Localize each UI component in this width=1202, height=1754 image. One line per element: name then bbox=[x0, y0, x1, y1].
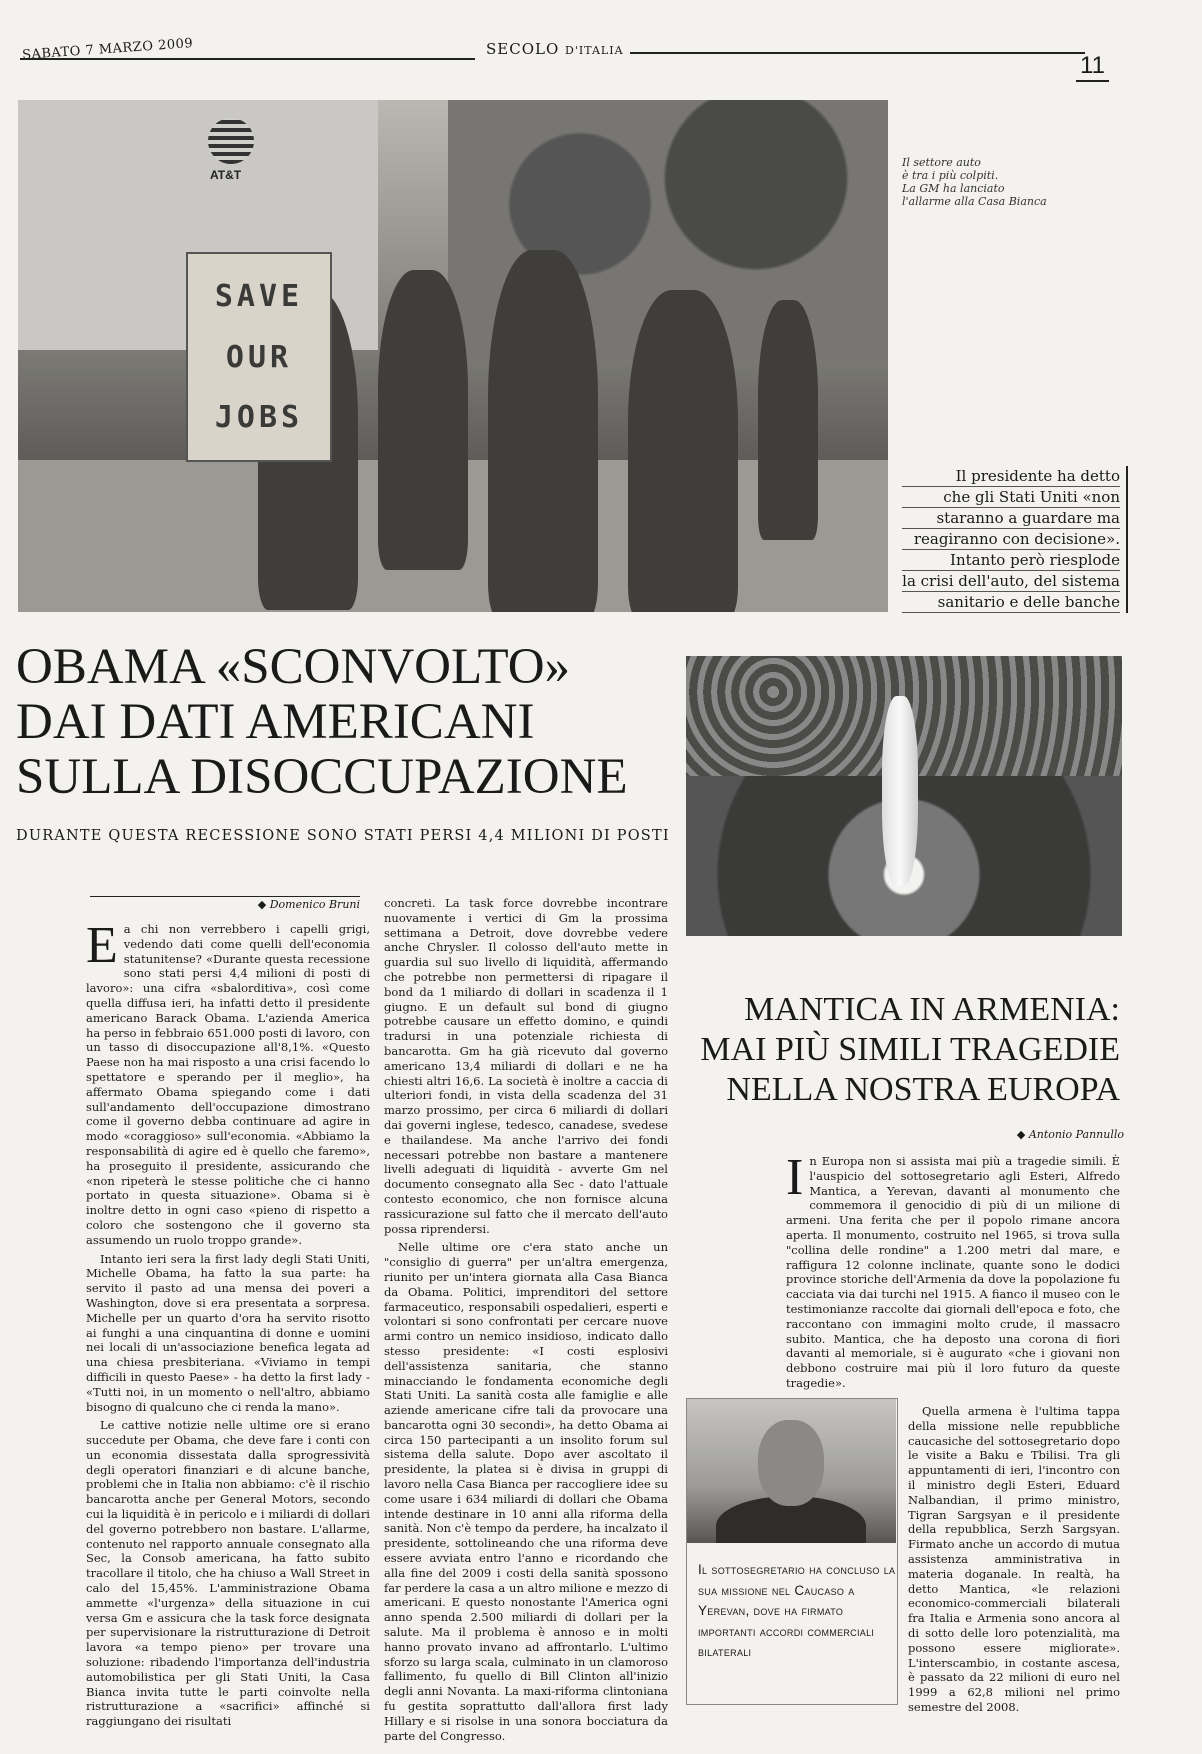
pull-quote bbox=[902, 466, 1128, 613]
pullquote-line: Il presidente ha detto bbox=[902, 466, 1120, 487]
byline: ◆ Antonio Pannullo bbox=[1016, 1128, 1124, 1141]
headline-line: DAI DATI AMERICANI bbox=[16, 694, 535, 750]
memorial-flame-photo bbox=[686, 656, 1122, 936]
sign-line: OUR bbox=[225, 339, 293, 375]
paragraph bbox=[786, 1149, 1120, 1391]
header-rule-right bbox=[630, 52, 1085, 54]
caption-line: l'allarme alla Casa Bianca bbox=[902, 195, 1047, 208]
paragraph-text: n Europa non si assista mai più a tragedie simili. È l'auspicio del sottosegretario agli Esteri, Alfredo Mantica, a Yerevan, davanti al monumento che commemora il genocidio di più di un milione di armeni. Una ferita che per il popolo rimane ancora aperta. Il monumento, costruito nel 1965, si trova sulla "collina delle rondine" a 1.200 metri dal mare, e raffigura 12 colonne inclinate, quante sono le dodici province storiche dell'Armenia da dove la popolazione fu cacciata via dai turchi nel 1915. A fianco il museo con le testimonianze raccolte dai giornali dell'epoca e foto, che raccontano con immagini molto crude, il massacro subito. Mantica, che ha deposto una corona di fiori davanti al memoriale, si è augurato «che i giovani non debbono costruire mai più il loro futuro da queste tragedie». bbox=[786, 1154, 1120, 1390]
protester bbox=[378, 270, 468, 570]
att-logo-icon bbox=[208, 118, 254, 164]
caption-line: La GM ha lanciato bbox=[902, 182, 1005, 195]
headline-line: OBAMA «SCONVOLTO» bbox=[16, 639, 571, 695]
issue-date: SABATO 7 MARZO 2009 bbox=[21, 36, 194, 63]
headline-line: MANTICA IN ARMENIA: bbox=[744, 991, 1120, 1028]
photo-caption bbox=[902, 156, 1062, 208]
masthead bbox=[486, 40, 624, 58]
portrait-caption: Il sottosegretario ha concluso la sua missione nel Caucaso a Yerevan, dove ha firmato importanti accordi commerciali bilaterali bbox=[698, 1562, 896, 1659]
att-logo-text: AT&T bbox=[210, 168, 242, 182]
article-column-2 bbox=[384, 896, 668, 1747]
pullquote-line: reagiranno con decisione». bbox=[902, 529, 1120, 550]
sign-line: JOBS bbox=[214, 399, 304, 435]
header-rule-left bbox=[20, 58, 475, 60]
masthead-name: SECOLO bbox=[486, 40, 560, 58]
drop-cap: E bbox=[86, 917, 118, 974]
page-number: 11 bbox=[1076, 52, 1109, 82]
protest-photo bbox=[18, 100, 888, 612]
article2-body-bottom bbox=[908, 1404, 1120, 1719]
masthead-suffix: D'ITALIA bbox=[565, 44, 624, 57]
protester bbox=[758, 300, 818, 540]
byline: ◆ Domenico Bruni bbox=[90, 896, 360, 911]
paragraph: Le cattive notizie nelle ultime ore si erano succedute per Obama, che deve fare i conti con un economia dissestata dalla sprogressività degli operatori finanziari e di alcune banche, problemi che in Italia non abbiamo: c'è il rischio bancarotta anche per General Motors, secondo cui la liquidità è in pericolo e i miliardi di dollari del governo potrebbero non bastare. L'allarme, contenuto nel rapporto annuale consegnato alla Sec, la Consob americana, ha fatto subito tracollare il titolo, che ha chiuso a Wall Street in calo del 15,45%. L'amministrazione Obama ammette «l'urgenza» della situazione in cui versa Gm e assicura che la task force designata per supervisionare la ristrutturazione di Detroit lavora «a tempo pieno» per trovare una soluzione: ribadendo l'importanza dell'industria automobilistica per gli Stati Uniti, la Casa Bianca invita tutte le parti coinvolte nella ristrutturazione a «sacrifici» affinché si raggiungano dei risultati bbox=[86, 1418, 370, 1729]
pullquote-line: la crisi dell'auto, del sistema bbox=[902, 572, 1120, 590]
protester bbox=[628, 290, 738, 612]
article-subhead: DURANTE QUESTA RECESSIONE SONO STATI PERSI 4,4 MILIONI DI POSTI bbox=[16, 828, 670, 844]
pullquote-line: staranno a guardare ma bbox=[902, 508, 1120, 529]
paragraph-text: a chi non verrebbero i capelli grigi, vedendo dati come quelli dell'economia statunitense? «Durante questa recessione sono stati persi 4,4 milioni di posti di lavoro»: una cifra «sbalorditiva», così come quella diffusa ieri, ha infatti detto il presidente americano Barack Obama. L'azienda America ha perso in febbraio 651.000 posti di lavoro, con un tasso di disoccupazione all'8,1%. «Questo Paese non ha mai risposto a una crisi facendo lo spettatore e sperando per il meglio», ha affermato Obama spiegando come i dati sull'andamento dell'occupazione dimostrano come il governo debba continuare ad agire in modo «coraggioso» sull'economia. «Abbiamo la responsabilità di agire ed è quello che faremo», ha proseguito il presidente, assicurando che «non ripeterà le stesse politiche che ci hanno portato in questa situazione». Obama si è inoltre detto in ogni caso «pieno di rispetto a coloro che sostengono che il governo sta assumendo un ruolo troppo grande». bbox=[86, 922, 370, 1247]
eternal-flame bbox=[882, 696, 918, 886]
sign-line: SAVE bbox=[214, 279, 304, 315]
pullquote-line: che gli Stati Uniti «non bbox=[902, 487, 1120, 508]
paragraph: concreti. La task force dovrebbe incontrare nuovamente i vertici di Gm la prossima settimana a Detroit, dove dovrebbe vedere anche Chrysler. Il colosso dell'auto mette in guardia sul suo livello di liquidità, affermando che potrebbe non permettersi di ripagare il bond da 1 miliardo di dollari in scadenza il 1 giugno. E un default sul bond di giugno potrebbe causare un effetto domino, e quindi tradursi in una potenziale richiesta di bancarotta. Gm ha già ricevuto dal governo americano 13,4 miliardi di dollari e ne ha chiesti altri 16,6. La società è inoltre a caccia di ulteriori fondi, in vista della scadenza del 31 marzo prossimo, per circa 6 miliardi di dollari dai governi inglese, tedesco, canadese, svedese e thailandese. Ma anche l'arrivo dei fondi necessari potrebbe non bastare a mantenere livelli adeguati di liquidità - avverte Gm nel documento consegnato alla Sec - dato l'attuale contesto economico, che non fornisce alcuna rassicurazione sul fatto che il mercato dell'auto possa riprendersi. bbox=[384, 896, 668, 1236]
pullquote-line: sanitario e delle banche bbox=[902, 592, 1120, 613]
pullquote-line: Intanto però riesplode bbox=[902, 550, 1120, 571]
save-our-jobs-sign bbox=[186, 252, 332, 462]
paragraph bbox=[86, 917, 370, 1248]
headline-line: MAI PIÙ SIMILI TRAGEDIE bbox=[700, 1031, 1120, 1068]
drop-cap: I bbox=[786, 1149, 804, 1206]
article-headline bbox=[16, 640, 676, 805]
caption-line: è tra i più colpiti. bbox=[902, 169, 999, 182]
paragraph: Nelle ultime ore c'era stato anche un "consiglio di guerra" per un'altra emergenza, riunito per un'intera giornata alla Casa Bianca da Obama. Politici, imprenditori del settore farmaceutico, responsabili ospedalieri, esperti e volontari si sono confrontati per cercare nuove armi contro un nemico insidioso, indicato dallo stesso presidente: «I costi esplosivi dell'assistenza sanitaria, che stanno minacciando le fondamenta economiche degli Stati Uniti. La sanità costa alle famiglie e alle aziende americane cifre tali da provocare una bancarotta ogni 30 secondi», ha detto Obama ai circa 150 partecipanti a un insolito forum sul sistema della salute. Dopo aver ascoltato il presidente, la platea si è divisa in gruppi di lavoro nella Casa Bianca per raccogliere idee su come usare i 634 miliardi di dollari che Obama intende destinare in 10 anni alla riforma della sanità. Non c'è tempo da perdere, ha incalzato il presidente, sottolineando che una riforma deve essere avviata entro l'anno e ricordando che alla fine del 2009 i costi della sanità spossono far perdere la casa a un altro milione e mezzo di americani. E questo nonostante l'America ogni anno spenda 2.500 miliardi di dollari per la salute. Ma il problema è annoso e in molti hanno provato invano ad affrontarlo. L'ultimo sforzo su larga scala, culminato in un clamoroso fallimento, fu quello di Bill Clinton all'inizio degli anni Novanta. La maxi-riforma clintoniana fu gestita soprattutto dall'allora first lady Hillary e si risolse in una sonora bocciatura da parte del Congresso. bbox=[384, 1240, 668, 1743]
article2-body-top bbox=[786, 1149, 1120, 1395]
article2-headline bbox=[690, 990, 1120, 1110]
paragraph: Intanto ieri sera la first lady degli Stati Uniti, Michelle Obama, ha fatto la sua parte: ha servito il pasto ad una mensa dei poveri a Washington, dove si era presentata a sorpresa. Michelle per un quarto d'ora ha servito risotto ai funghi a una cinquantina di donne e uomini nei locali di un'associazione benefica legata ad una chiesa presbiteriana. «Viviamo in tempi difficili in questo Paese» - ha detto la first lady - «Tutti noi, in un momento o nell'altro, abbiamo bisogno di qualcuno che ci renda la mano». bbox=[86, 1251, 370, 1414]
headline-line: NELLA NOSTRA EUROPA bbox=[726, 1071, 1120, 1108]
caption-line: Il settore auto bbox=[902, 156, 981, 169]
paragraph: Quella armena è l'ultima tappa della missione nelle repubbliche caucasiche del sottosegretario dopo le visite a Baku e Tbilisi. Tra gli appuntamenti di ieri, l'incontro con il ministro degli Esteri, Eduard Nalbandian, il primo ministro, Tigran Sargsyan e il presidente della repubblica, Serzh Sargsyan. Firmato anche un accordo di mutua assistenza amministrativa in materia doganale. In realtà, ha detto Mantica, «le relazioni economico-commerciali bilaterali fra Italia e Armenia sono ancora al di sotto delle loro potenzialità, ma possono essere migliorate». L'interscambio, in costante ascesa, è passato da 22 milioni di euro nel 1999 a 62,8 milioni nel primo semestre del 2008. bbox=[908, 1404, 1120, 1714]
protester bbox=[488, 250, 598, 612]
article-column-1 bbox=[86, 917, 370, 1733]
headline-line: SULLA DISOCCUPAZIONE bbox=[16, 749, 628, 805]
